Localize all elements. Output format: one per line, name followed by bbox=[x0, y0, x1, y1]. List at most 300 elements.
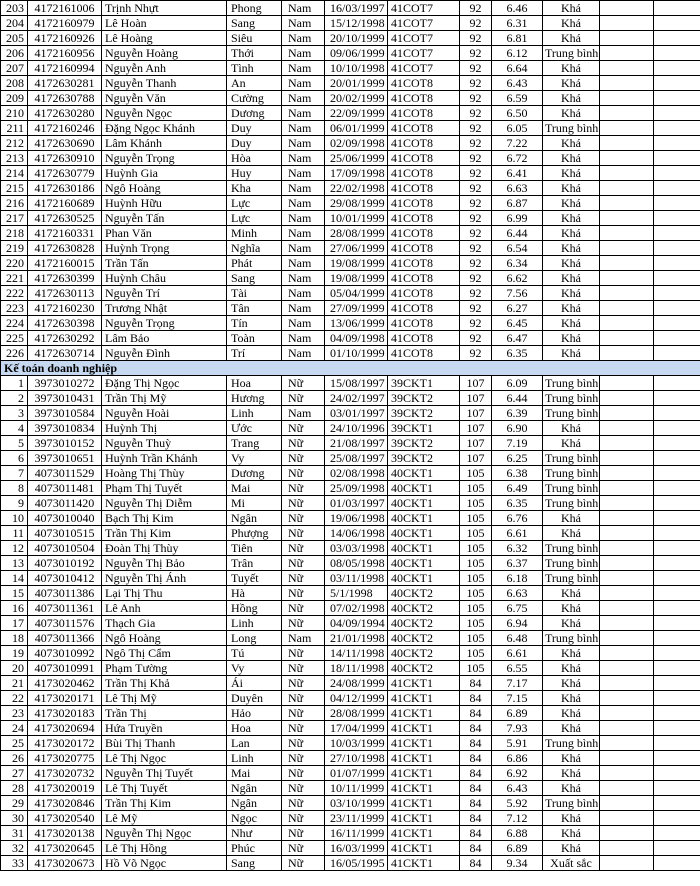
empty-cell bbox=[600, 451, 654, 466]
student-id-cell: 4073011361 bbox=[28, 601, 102, 616]
empty-cell bbox=[654, 646, 700, 661]
gender-cell: Nam bbox=[282, 31, 325, 46]
gpa-cell: 6.35 bbox=[492, 346, 543, 361]
credits-cell: 92 bbox=[460, 196, 492, 211]
gender-cell: Nữ bbox=[282, 526, 325, 541]
table-row bbox=[1, 166, 700, 181]
first-name-cell: Toàn bbox=[227, 331, 282, 346]
credits-cell: 84 bbox=[460, 841, 492, 856]
classification-cell: Khá bbox=[543, 106, 600, 121]
table-row bbox=[1, 406, 700, 421]
row-number-cell: 224 bbox=[1, 316, 28, 331]
last-name-cell: Huỳnh Thị bbox=[102, 421, 227, 436]
credits-cell: 92 bbox=[460, 181, 492, 196]
empty-cell bbox=[654, 136, 700, 151]
credits-cell: 105 bbox=[460, 661, 492, 676]
gender-cell: Nam bbox=[282, 91, 325, 106]
last-name-cell: Lê Thị Tuyết bbox=[102, 781, 227, 796]
last-name-cell: Trịnh Nhựt bbox=[102, 1, 227, 16]
last-name-cell: Nguyễn Anh bbox=[102, 61, 227, 76]
birth-date-cell: 07/02/1998 bbox=[325, 601, 388, 616]
classification-cell: Trung bình bbox=[543, 541, 600, 556]
table-row bbox=[1, 121, 700, 136]
gpa-cell: 6.63 bbox=[492, 181, 543, 196]
empty-cell bbox=[600, 196, 654, 211]
student-id-cell: 3973010834 bbox=[28, 421, 102, 436]
classification-cell: Khá bbox=[543, 151, 600, 166]
empty-cell bbox=[654, 451, 700, 466]
gpa-cell: 6.43 bbox=[492, 781, 543, 796]
class-code-cell: 41COT8 bbox=[388, 166, 460, 181]
birth-date-cell: 20/10/1999 bbox=[325, 31, 388, 46]
table-row bbox=[1, 811, 700, 826]
classification-cell: Trung bình bbox=[543, 556, 600, 571]
class-code-cell: 41COT8 bbox=[388, 121, 460, 136]
empty-cell bbox=[600, 811, 654, 826]
credits-cell: 105 bbox=[460, 601, 492, 616]
gender-cell: Nam bbox=[282, 196, 325, 211]
gpa-cell: 6.27 bbox=[492, 301, 543, 316]
last-name-cell: Hứa Truyền bbox=[102, 721, 227, 736]
empty-cell bbox=[654, 16, 700, 31]
credits-cell: 92 bbox=[460, 211, 492, 226]
empty-cell bbox=[654, 226, 700, 241]
birth-date-cell: 02/09/1998 bbox=[325, 136, 388, 151]
empty-cell bbox=[600, 556, 654, 571]
empty-cell bbox=[600, 121, 654, 136]
empty-cell bbox=[654, 46, 700, 61]
classification-cell: Xuất sắc bbox=[543, 856, 600, 871]
class-code-cell: 41COT7 bbox=[388, 1, 460, 16]
gpa-cell: 6.90 bbox=[492, 421, 543, 436]
empty-cell bbox=[654, 301, 700, 316]
first-name-cell: Tín bbox=[227, 316, 282, 331]
last-name-cell: Lê Thị Hồng bbox=[102, 841, 227, 856]
credits-cell: 92 bbox=[460, 16, 492, 31]
table-row bbox=[1, 181, 700, 196]
first-name-cell: Hoa bbox=[227, 376, 282, 391]
table-row bbox=[1, 706, 700, 721]
credits-cell: 84 bbox=[460, 751, 492, 766]
birth-date-cell: 19/08/1999 bbox=[325, 256, 388, 271]
row-number-cell: 18 bbox=[1, 631, 28, 646]
gender-cell: Nam bbox=[282, 61, 325, 76]
class-code-cell: 41COT7 bbox=[388, 61, 460, 76]
student-id-cell: 4172160979 bbox=[28, 16, 102, 31]
credits-cell: 92 bbox=[460, 106, 492, 121]
last-name-cell: Nguyễn Hoài bbox=[102, 406, 227, 421]
gpa-cell: 6.31 bbox=[492, 16, 543, 31]
empty-cell bbox=[600, 1, 654, 16]
last-name-cell: Hồ Võ Ngọc bbox=[102, 856, 227, 871]
empty-cell bbox=[600, 481, 654, 496]
empty-cell bbox=[654, 196, 700, 211]
row-number-cell: 8 bbox=[1, 481, 28, 496]
empty-cell bbox=[600, 76, 654, 91]
table-row bbox=[1, 76, 700, 91]
class-code-cell: 41CKT1 bbox=[388, 706, 460, 721]
empty-cell bbox=[654, 496, 700, 511]
gender-cell: Nữ bbox=[282, 421, 325, 436]
empty-cell bbox=[654, 31, 700, 46]
empty-cell bbox=[654, 346, 700, 361]
first-name-cell: Trí bbox=[227, 346, 282, 361]
gender-cell: Nam bbox=[282, 166, 325, 181]
row-number-cell: 17 bbox=[1, 616, 28, 631]
first-name-cell: An bbox=[227, 76, 282, 91]
classification-cell: Trung bình bbox=[543, 406, 600, 421]
table-row bbox=[1, 271, 700, 286]
empty-cell bbox=[654, 631, 700, 646]
class-code-cell: 40CKT2 bbox=[388, 646, 460, 661]
student-id-cell: 4172630280 bbox=[28, 106, 102, 121]
class-code-cell: 41COT8 bbox=[388, 76, 460, 91]
gender-cell: Nữ bbox=[282, 586, 325, 601]
table-row bbox=[1, 91, 700, 106]
row-number-cell: 1 bbox=[1, 376, 28, 391]
row-number-cell: 28 bbox=[1, 781, 28, 796]
class-code-cell: 41COT8 bbox=[388, 226, 460, 241]
gpa-cell: 6.46 bbox=[492, 1, 543, 16]
class-code-cell: 40CKT1 bbox=[388, 556, 460, 571]
class-code-cell: 40CKT2 bbox=[388, 586, 460, 601]
credits-cell: 92 bbox=[460, 151, 492, 166]
empty-cell bbox=[600, 601, 654, 616]
first-name-cell: Sang bbox=[227, 16, 282, 31]
birth-date-cell: 03/03/1998 bbox=[325, 541, 388, 556]
student-id-cell: 4173020673 bbox=[28, 856, 102, 871]
birth-date-cell: 25/08/1997 bbox=[325, 451, 388, 466]
birth-date-cell: 22/09/1999 bbox=[325, 106, 388, 121]
empty-cell bbox=[654, 811, 700, 826]
birth-date-cell: 14/06/1998 bbox=[325, 526, 388, 541]
classification-cell: Trung bình bbox=[543, 451, 600, 466]
first-name-cell: Thới bbox=[227, 46, 282, 61]
table-row bbox=[1, 781, 700, 796]
student-id-cell: 4172160994 bbox=[28, 61, 102, 76]
first-name-cell: Huy bbox=[227, 166, 282, 181]
empty-cell bbox=[600, 616, 654, 631]
birth-date-cell: 01/07/1999 bbox=[325, 766, 388, 781]
table-row bbox=[1, 721, 700, 736]
empty-cell bbox=[600, 856, 654, 871]
birth-date-cell: 01/03/1997 bbox=[325, 496, 388, 511]
last-name-cell: Thạch Gia bbox=[102, 616, 227, 631]
row-number-cell: 9 bbox=[1, 496, 28, 511]
student-id-cell: 4173020138 bbox=[28, 826, 102, 841]
row-number-cell: 14 bbox=[1, 571, 28, 586]
first-name-cell: Ước bbox=[227, 421, 282, 436]
gender-cell: Nữ bbox=[282, 736, 325, 751]
last-name-cell: Đoàn Thị Thùy bbox=[102, 541, 227, 556]
classification-cell: Khá bbox=[543, 751, 600, 766]
table-row bbox=[1, 691, 700, 706]
empty-cell bbox=[654, 316, 700, 331]
last-name-cell: Ngô Thị Cẩm bbox=[102, 646, 227, 661]
gpa-cell: 6.18 bbox=[492, 571, 543, 586]
row-number-cell: 29 bbox=[1, 796, 28, 811]
student-id-cell: 4172630690 bbox=[28, 136, 102, 151]
table-row bbox=[1, 421, 700, 436]
row-number-cell: 15 bbox=[1, 586, 28, 601]
table-row bbox=[1, 676, 700, 691]
birth-date-cell: 24/08/1999 bbox=[325, 676, 388, 691]
last-name-cell: Bùi Thị Thanh bbox=[102, 736, 227, 751]
gpa-cell: 7.12 bbox=[492, 811, 543, 826]
class-code-cell: 40CKT1 bbox=[388, 481, 460, 496]
birth-date-cell: 16/03/1997 bbox=[325, 1, 388, 16]
credits-cell: 92 bbox=[460, 331, 492, 346]
table-row bbox=[1, 556, 700, 571]
student-id-cell: 4172630186 bbox=[28, 181, 102, 196]
table-row bbox=[1, 856, 700, 871]
empty-cell bbox=[654, 376, 700, 391]
empty-cell bbox=[654, 271, 700, 286]
gpa-cell: 6.50 bbox=[492, 106, 543, 121]
first-name-cell: Ngọc bbox=[227, 811, 282, 826]
table-row bbox=[1, 541, 700, 556]
empty-cell bbox=[654, 616, 700, 631]
row-number-cell: 226 bbox=[1, 346, 28, 361]
table-row bbox=[1, 571, 700, 586]
classification-cell: Khá bbox=[543, 511, 600, 526]
gender-cell: Nam bbox=[282, 331, 325, 346]
last-name-cell: Nguyễn Trí bbox=[102, 286, 227, 301]
birth-date-cell: 10/10/1998 bbox=[325, 61, 388, 76]
row-number-cell: 7 bbox=[1, 466, 28, 481]
empty-cell bbox=[654, 241, 700, 256]
class-code-cell: 41CKT1 bbox=[388, 751, 460, 766]
gpa-cell: 6.45 bbox=[492, 316, 543, 331]
table-row bbox=[1, 736, 700, 751]
empty-cell bbox=[654, 481, 700, 496]
row-number-cell: 21 bbox=[1, 676, 28, 691]
classification-cell: Khá bbox=[543, 1, 600, 16]
last-name-cell: Lê Hoàn bbox=[102, 16, 227, 31]
class-code-cell: 41CKT1 bbox=[388, 826, 460, 841]
empty-cell bbox=[654, 331, 700, 346]
row-number-cell: 16 bbox=[1, 601, 28, 616]
empty-cell bbox=[654, 421, 700, 436]
class-code-cell: 39CKT2 bbox=[388, 451, 460, 466]
birth-date-cell: 14/11/1998 bbox=[325, 646, 388, 661]
first-name-cell: Hoa bbox=[227, 721, 282, 736]
gender-cell: Nữ bbox=[282, 661, 325, 676]
gpa-cell: 7.56 bbox=[492, 286, 543, 301]
gpa-cell: 6.38 bbox=[492, 466, 543, 481]
row-number-cell: 222 bbox=[1, 286, 28, 301]
last-name-cell: Lê Thị Mỹ bbox=[102, 691, 227, 706]
group-heading-row bbox=[1, 361, 700, 376]
last-name-cell: Huỳnh Trọng bbox=[102, 241, 227, 256]
credits-cell: 92 bbox=[460, 31, 492, 46]
row-number-cell: 31 bbox=[1, 826, 28, 841]
empty-cell bbox=[600, 826, 654, 841]
first-name-cell: Trân bbox=[227, 556, 282, 571]
gpa-cell: 6.25 bbox=[492, 451, 543, 466]
class-code-cell: 41CKT1 bbox=[388, 721, 460, 736]
first-name-cell: Siêu bbox=[227, 31, 282, 46]
first-name-cell: Phát bbox=[227, 256, 282, 271]
empty-cell bbox=[654, 796, 700, 811]
first-name-cell: Linh bbox=[227, 616, 282, 631]
first-name-cell: Linh bbox=[227, 751, 282, 766]
student-id-cell: 4172630399 bbox=[28, 271, 102, 286]
empty-cell bbox=[600, 241, 654, 256]
last-name-cell: Huỳnh Gia bbox=[102, 166, 227, 181]
row-number-cell: 210 bbox=[1, 106, 28, 121]
row-number-cell: 10 bbox=[1, 511, 28, 526]
student-id-cell: 4073011529 bbox=[28, 466, 102, 481]
gpa-cell: 6.61 bbox=[492, 646, 543, 661]
row-number-cell: 27 bbox=[1, 766, 28, 781]
birth-date-cell: 10/11/1999 bbox=[325, 781, 388, 796]
birth-date-cell: 10/01/1999 bbox=[325, 211, 388, 226]
group-heading: Kế toán doanh nghiệp bbox=[1, 361, 700, 376]
birth-date-cell: 03/10/1999 bbox=[325, 796, 388, 811]
empty-cell bbox=[654, 676, 700, 691]
credits-cell: 107 bbox=[460, 421, 492, 436]
empty-cell bbox=[600, 271, 654, 286]
student-id-cell: 4172630398 bbox=[28, 316, 102, 331]
empty-cell bbox=[654, 106, 700, 121]
row-number-cell: 215 bbox=[1, 181, 28, 196]
credits-cell: 105 bbox=[460, 556, 492, 571]
first-name-cell: Dương bbox=[227, 106, 282, 121]
classification-cell: Khá bbox=[543, 226, 600, 241]
gender-cell: Nữ bbox=[282, 691, 325, 706]
birth-date-cell: 04/09/1994 bbox=[325, 616, 388, 631]
first-name-cell: Vy bbox=[227, 451, 282, 466]
credits-cell: 107 bbox=[460, 451, 492, 466]
row-number-cell: 13 bbox=[1, 556, 28, 571]
table-row bbox=[1, 226, 700, 241]
row-number-cell: 22 bbox=[1, 691, 28, 706]
table-row bbox=[1, 241, 700, 256]
gender-cell: Nam bbox=[282, 301, 325, 316]
gpa-cell: 6.49 bbox=[492, 481, 543, 496]
row-number-cell: 25 bbox=[1, 736, 28, 751]
gender-cell: Nữ bbox=[282, 391, 325, 406]
row-number-cell: 24 bbox=[1, 721, 28, 736]
last-name-cell: Trần Tấn bbox=[102, 256, 227, 271]
gpa-cell: 6.44 bbox=[492, 391, 543, 406]
classification-cell: Khá bbox=[543, 706, 600, 721]
gpa-cell: 6.43 bbox=[492, 76, 543, 91]
first-name-cell: Mai bbox=[227, 481, 282, 496]
first-name-cell: Tình bbox=[227, 61, 282, 76]
class-code-cell: 40CKT1 bbox=[388, 496, 460, 511]
table-row bbox=[1, 601, 700, 616]
credits-cell: 84 bbox=[460, 721, 492, 736]
classification-cell: Trung bình bbox=[543, 631, 600, 646]
birth-date-cell: 24/02/1997 bbox=[325, 391, 388, 406]
birth-date-cell: 24/10/1996 bbox=[325, 421, 388, 436]
empty-cell bbox=[600, 31, 654, 46]
birth-date-cell: 28/08/1999 bbox=[325, 226, 388, 241]
credits-cell: 105 bbox=[460, 481, 492, 496]
gpa-cell: 6.55 bbox=[492, 661, 543, 676]
first-name-cell: Tiên bbox=[227, 541, 282, 556]
class-code-cell: 41COT8 bbox=[388, 346, 460, 361]
class-code-cell: 39CKT2 bbox=[388, 436, 460, 451]
student-id-cell: 4172630910 bbox=[28, 151, 102, 166]
empty-cell bbox=[654, 166, 700, 181]
first-name-cell: Nghĩa bbox=[227, 241, 282, 256]
credits-cell: 92 bbox=[460, 76, 492, 91]
table-row bbox=[1, 316, 700, 331]
last-name-cell: Trần Thị bbox=[102, 706, 227, 721]
first-name-cell: Hà bbox=[227, 586, 282, 601]
empty-cell bbox=[600, 136, 654, 151]
student-id-cell: 4172160956 bbox=[28, 46, 102, 61]
row-number-cell: 207 bbox=[1, 61, 28, 76]
first-name-cell: Hảo bbox=[227, 706, 282, 721]
credits-cell: 84 bbox=[460, 676, 492, 691]
birth-date-cell: 18/11/1998 bbox=[325, 661, 388, 676]
first-name-cell: Duy bbox=[227, 136, 282, 151]
class-code-cell: 41COT8 bbox=[388, 211, 460, 226]
student-id-cell: 3973010651 bbox=[28, 451, 102, 466]
row-number-cell: 209 bbox=[1, 91, 28, 106]
gender-cell: Nam bbox=[282, 316, 325, 331]
row-number-cell: 219 bbox=[1, 241, 28, 256]
empty-cell bbox=[600, 346, 654, 361]
classification-cell: Trung bình bbox=[543, 121, 600, 136]
credits-cell: 84 bbox=[460, 811, 492, 826]
table-row bbox=[1, 16, 700, 31]
classification-cell: Khá bbox=[543, 781, 600, 796]
class-code-cell: 41CKT1 bbox=[388, 766, 460, 781]
class-code-cell: 41COT8 bbox=[388, 301, 460, 316]
last-name-cell: Nguyễn Thị Ánh bbox=[102, 571, 227, 586]
empty-cell bbox=[654, 586, 700, 601]
credits-cell: 84 bbox=[460, 796, 492, 811]
last-name-cell: Nguyễn Đình bbox=[102, 346, 227, 361]
classification-cell: Khá bbox=[543, 166, 600, 181]
gpa-cell: 6.63 bbox=[492, 586, 543, 601]
first-name-cell: Lực bbox=[227, 196, 282, 211]
class-code-cell: 40CKT1 bbox=[388, 511, 460, 526]
gpa-cell: 6.88 bbox=[492, 826, 543, 841]
gpa-cell: 6.12 bbox=[492, 46, 543, 61]
gpa-cell: 6.34 bbox=[492, 256, 543, 271]
first-name-cell: Hương bbox=[227, 391, 282, 406]
class-code-cell: 41COT8 bbox=[388, 181, 460, 196]
first-name-cell: Ngân bbox=[227, 796, 282, 811]
gender-cell: Nữ bbox=[282, 511, 325, 526]
gender-cell: Nữ bbox=[282, 556, 325, 571]
row-number-cell: 33 bbox=[1, 856, 28, 871]
birth-date-cell: 10/03/1999 bbox=[325, 736, 388, 751]
empty-cell bbox=[654, 406, 700, 421]
empty-cell bbox=[600, 376, 654, 391]
gender-cell: Nam bbox=[282, 346, 325, 361]
last-name-cell: Trương Nhật bbox=[102, 301, 227, 316]
last-name-cell: Trần Thị Khả bbox=[102, 676, 227, 691]
first-name-cell: Phúc bbox=[227, 841, 282, 856]
last-name-cell: Hoàng Thị Thùy bbox=[102, 466, 227, 481]
last-name-cell: Nguyễn Thị Bảo bbox=[102, 556, 227, 571]
row-number-cell: 213 bbox=[1, 151, 28, 166]
gender-cell: Nữ bbox=[282, 616, 325, 631]
table-row bbox=[1, 631, 700, 646]
last-name-cell: Nguyễn Ngọc bbox=[102, 106, 227, 121]
credits-cell: 92 bbox=[460, 91, 492, 106]
birth-date-cell: 03/01/1997 bbox=[325, 406, 388, 421]
row-number-cell: 204 bbox=[1, 16, 28, 31]
empty-cell bbox=[654, 751, 700, 766]
